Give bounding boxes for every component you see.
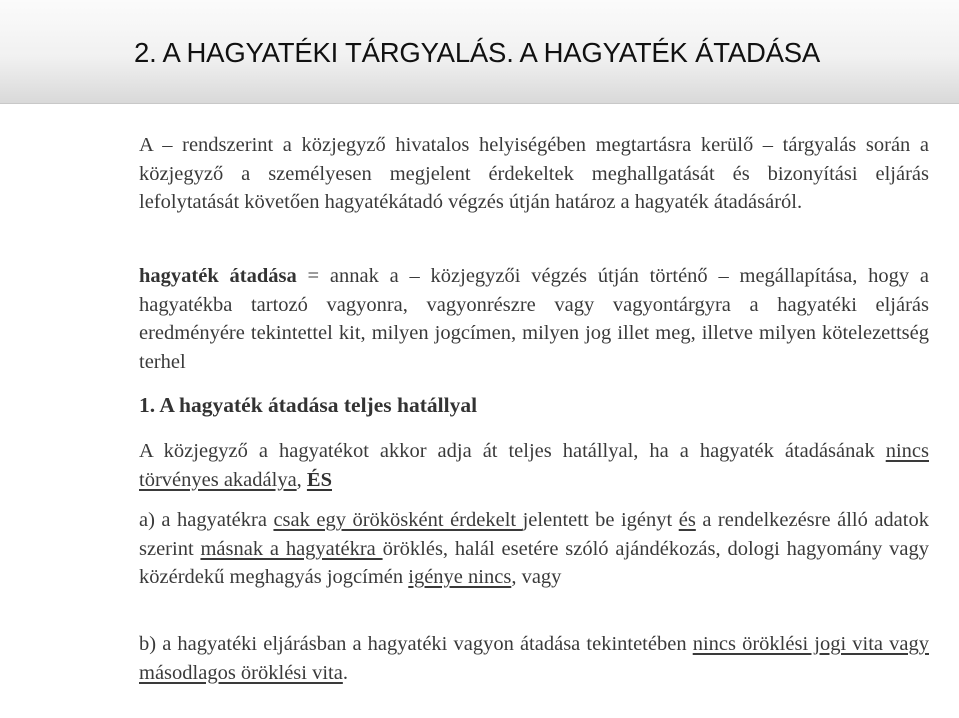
item-b-underline-1: nincs öröklési jogi vita vagy másodlagos öröklési vita [139, 633, 929, 684]
item-a-text-3: a rendelkezésre álló adatok szerint [139, 509, 929, 560]
item-b-text-2: . [342, 661, 348, 684]
item-a-text-2: jelentett be igényt [522, 509, 679, 531]
section-heading: 1. A hagyaték átadása teljes hatállyal [139, 393, 478, 417]
item-a-text-1: a) a hagyatékra [139, 509, 274, 531]
item-b-text-1: b) a hagyatéki eljárásban a hagyatéki vagyon átadása tekintetében [139, 633, 693, 655]
definition-paragraph [139, 262, 929, 376]
condition-paragraph [139, 437, 929, 494]
condition-text-1: A közjegyző a hagyatékot akkor adja át teljes hatállyal, ha a hagyaték átadásának [139, 440, 886, 462]
item-b-paragraph [139, 630, 929, 687]
item-a-text-5: , vagy [511, 566, 562, 588]
item-a-underline-4: igénye nincs [408, 566, 512, 588]
intro-paragraph: A – rendszerint a közjegyző hivatalos helyiségében megtartásra kerülő – tárgyalás során a közjegyző a személyesen megjelent érdekeltek meghallgatását és bizonyítási eljárás lefolytatását követően hagyatékátadó végzés útján határoz a hagyaték átadásáról. [139, 134, 929, 213]
item-a-underline-2: és [678, 509, 696, 531]
condition-and: ÉS [306, 468, 332, 491]
definition-body: = annak a – közjegyzői végzés útján történő – megállapítása, hogy a hagyatékba tartozó vagyonra, vagyonrészre vagy vagyontárgyra a hagyatéki eljárás eredményére tekintettel kit, milyen jogcímen, milyen jog illet meg, illetve milyen kötelezettség terhel [139, 265, 929, 373]
slide-title: 2. A HAGYATÉKI TÁRGYALÁS. A HAGYATÉK ÁTADÁSA [134, 37, 821, 68]
item-a-underline-1: csak egy örökösként érdekelt [273, 509, 523, 531]
condition-text-2: , [296, 468, 307, 491]
item-a-text-4: öröklés, halál esetére szóló ajándékozás, dologi hagyomány vagy közérdekű meghagyás jogcímén [139, 537, 929, 588]
condition-underline-1: nincs törvényes akadálya [139, 440, 929, 491]
definition-term: hagyaték átadása [139, 265, 297, 287]
item-a-paragraph [139, 506, 929, 592]
item-a-underline-3: másnak a hagyatékra [200, 537, 383, 560]
